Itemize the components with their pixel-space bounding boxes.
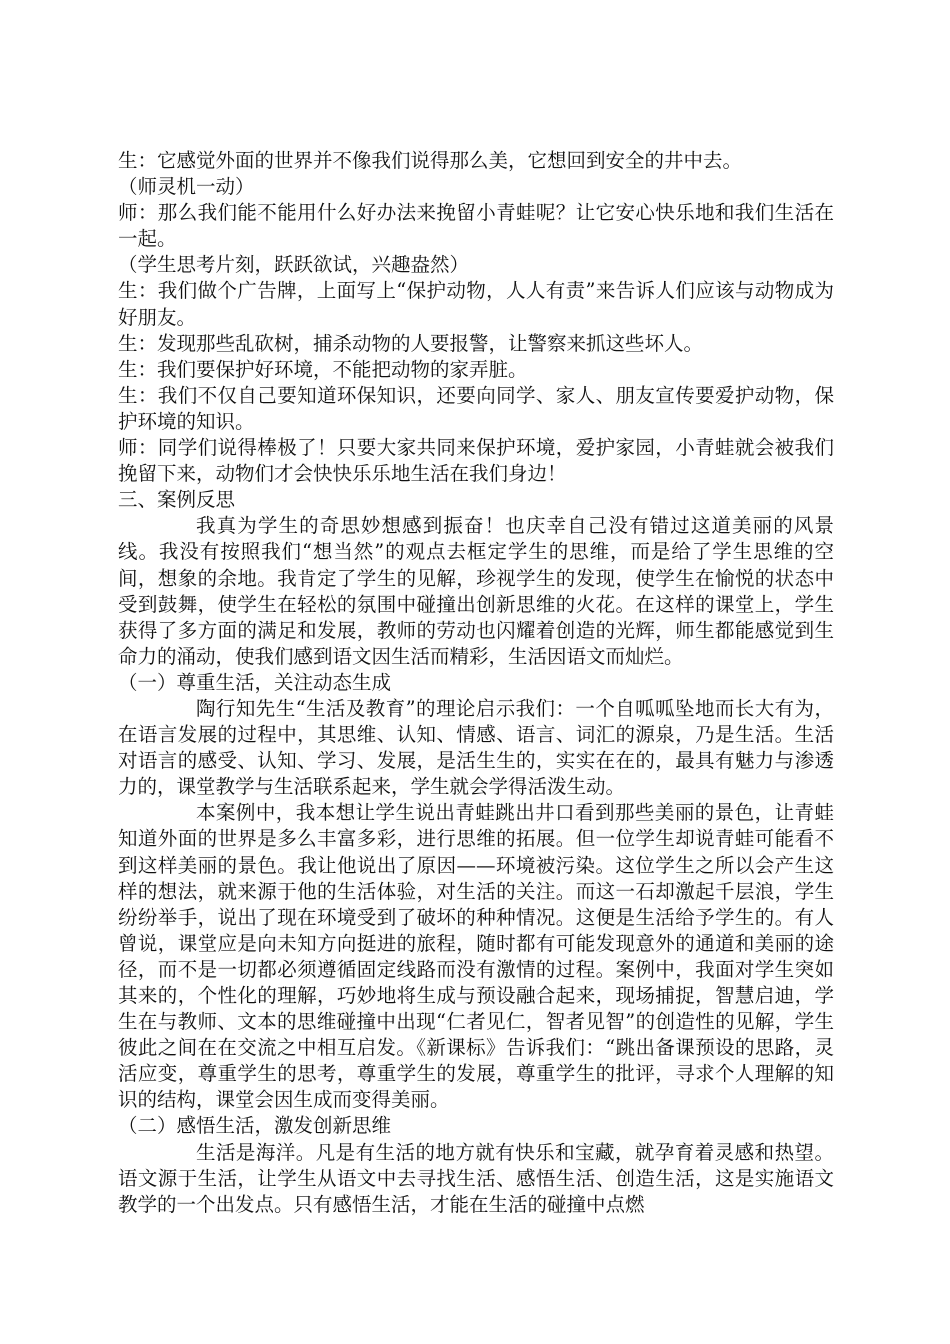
dialogue-line: 生：我们要保护好环境，不能把动物的家弄脏。 xyxy=(118,357,528,381)
dialogue-line: 生：它感觉外面的世界并不像我们说得那么美，它想回到安全的井中去。 xyxy=(118,149,743,172)
dialogue-line: 生：我们不仅自己要知道环保知识，还要向同学、家人、朋友宣传要爱护动物，保护环境的知识。 xyxy=(118,383,834,433)
stage-direction: （学生思考片刻，跃跃欲试，兴趣盎然） xyxy=(118,253,470,277)
stage-direction: （师灵机一动） xyxy=(118,175,255,199)
document-page xyxy=(118,148,834,1218)
subsection-heading: （二）感悟生活，激发创新思维 xyxy=(118,1114,392,1138)
dialogue-line: 师：同学们说得棒极了！只要大家共同来保护环境，爱护家园，小青蛙就会被我们挽留下来，动物们才会快快乐乐地生活在我们身边！ xyxy=(118,436,834,486)
dialogue-line: 生：发现那些乱砍树，捕杀动物的人要报警，让警察来抓这些坏人。 xyxy=(118,331,704,355)
dialogue-line: 生：我们做个广告牌，上面写上“保护动物，人人有责”来告诉人们应该与动物成为好朋友。 xyxy=(118,279,834,329)
subsection-heading: （一）尊重生活，关注动态生成 xyxy=(118,670,392,694)
body-paragraph: 本案例中，我本想让学生说出青蛙跳出井口看到那些美丽的景色，让青蛙知道外面的世界是多么丰富多彩，进行思维的拓展。但一位学生却说青蛙可能看不到这样美丽的景色。我让他说出了原因——环境被污染。这位学生之所以会产生这样的想法，就来源于他的生活体验，对生活的关注。而这一石却激起千层浪，学生纷纷举手，说出了现在环境受到了破坏的种种情况。这便是生活给予学生的。有人曾说，课堂应是向未知方向挺进的旅程，随时都有可能发现意外的通道和美丽的途径，而不是一切都必须遵循固定线路而没有激情的过程。案例中，我面对学生突如其来的，个性化的理解，巧妙地将生成与预设融合起来，现场捕捉，智慧启迪，学生在与教师、文本的思维碰撞中出现“仁者见仁，智者见智”的创造性的见解，学生彼此之间在在交流之中相互启发。《新课标》告诉我们：“跳出备课预设的思路，灵活应变，尊重学生的思考，尊重学生的发展，尊重学生的批评，寻求个人理解的知识的结构，课堂会因生成而变得美丽。 xyxy=(118,801,834,1112)
body-paragraph: 陶行知先生“生活及教育”的理论启示我们：一个自呱呱坠地而长大有为，在语言发展的过程中，其思维、认知、情感、语言、词汇的源泉，乃是生活。生活对语言的感受、认知、学习、发展，是活生生的，实实在在的，最具有魅力与渗透力的，课堂教学与生活联系起来，学生就会学得活泼生动。 xyxy=(118,696,834,799)
section-heading: 三、案例反思 xyxy=(118,488,236,512)
body-paragraph: 生活是海洋。凡是有生活的地方就有快乐和宝藏，就孕育着灵感和热望。语文源于生活，让学生从语文中去寻找生活、感悟生活、创造生活，这是实施语文教学的一个出发点。只有感悟生活，才能在生活的碰撞中点燃 xyxy=(118,1140,834,1216)
dialogue-line: 师：那么我们能不能用什么好办法来挽留小青蛙呢？让它安心快乐地和我们生活在一起。 xyxy=(118,201,834,251)
body-paragraph: 我真为学生的奇思妙想感到振奋！也庆幸自己没有错过这道美丽的风景线。我没有按照我们“想当然”的观点去框定学生的思维，而是给了学生思维的空间，想象的余地。我肯定了学生的见解，珍视学生的发现，使学生在愉悦的状态中受到鼓舞，使学生在轻松的氛围中碰撞出创新思维的火花。在这样的课堂上，学生获得了多方面的满足和发展，教师的劳动也闪耀着创造的光辉，师生都能感觉到生命力的涌动，使我们感到语文因生活而精彩，生活因语文而灿烂。 xyxy=(118,514,834,668)
